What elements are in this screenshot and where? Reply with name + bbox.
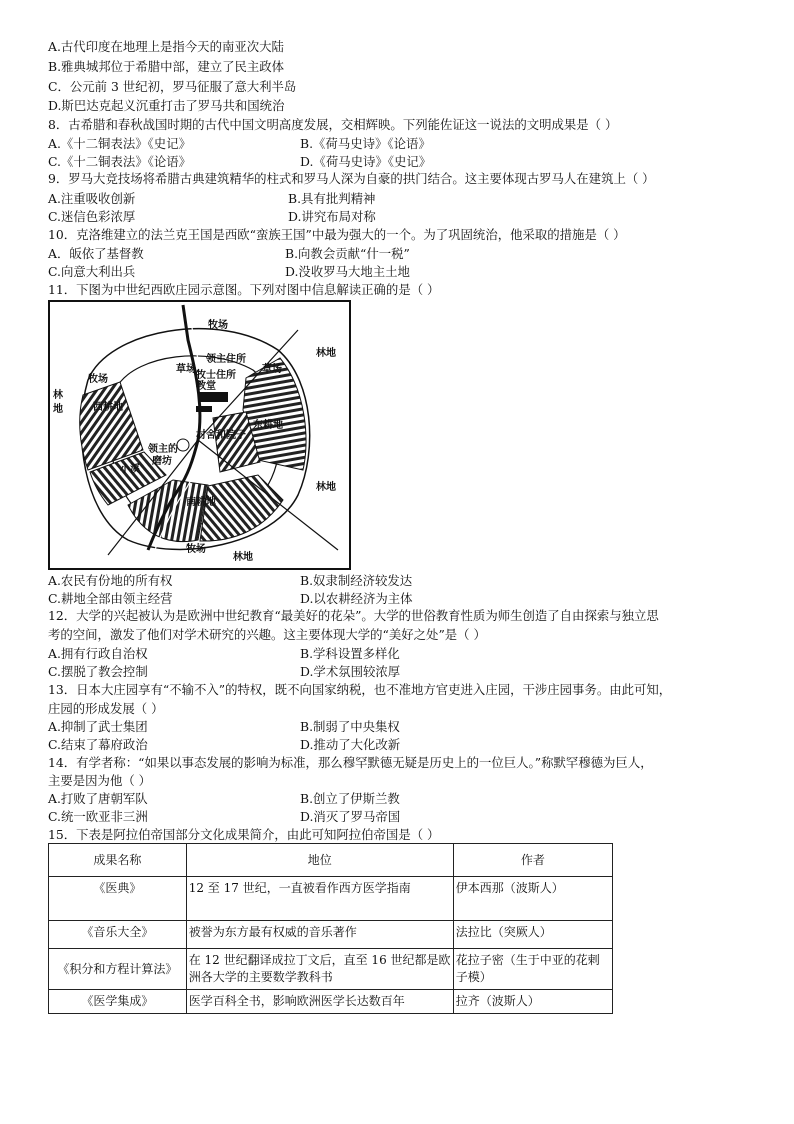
label-stream: 小溪: [120, 464, 140, 475]
table-cell: 被誉为东方最有权威的音乐著作: [186, 921, 453, 949]
table-cell: 拉齐（波斯人）: [453, 990, 612, 1014]
label-village: 村舍和院子: [196, 430, 246, 441]
church-block: [196, 406, 212, 412]
q14-option-c: C.统一欧亚非三洲: [48, 809, 148, 824]
q11-option-b: B.奴隶制经济较发达: [300, 573, 413, 588]
q8-option-d: D.《荷马史诗》《史记》: [300, 154, 432, 169]
label-meadow-left-group: [176, 362, 196, 375]
q13-option-b: B.制弱了中央集权: [300, 719, 400, 734]
label-forest-bottom: 林地: [233, 552, 253, 563]
q7-option-d: D.斯巴达克起义沉重打击了罗马共和国统治: [48, 98, 285, 113]
table-cell: 伊本西那（波斯人）: [453, 877, 612, 921]
q13-stem-line1: 13．日本大庄园享有“不输不入”的特权，既不向国家纳税，也不准地方官吏进入庄园，干涉庄园事务。由此可知，: [48, 682, 672, 697]
q11-stem: 11．下图为中世纪西欧庄园示意图。下列对图中信息解读正确的是（ ）: [48, 282, 440, 297]
q10-stem: 10．克洛维建立的法兰克王国是西欧“蛮族王国”中最为强大的一个。为了巩固统治，他采取的措施是（ ）: [48, 227, 626, 242]
label-east-field: 东耕地: [253, 420, 283, 431]
table-cell: 《医典》: [49, 877, 187, 921]
q8-option-a: A.《十二铜表法》《史记》: [48, 136, 191, 151]
table-cell: 医学百科全书，影响欧洲医学长达数百年: [186, 990, 453, 1014]
q7-option-b: B.雅典城邦位于希腊中部，建立了民主政体: [48, 59, 285, 74]
table-row: [49, 990, 613, 1014]
q13-option-d: D.推动了大化改新: [300, 737, 401, 752]
label-west-field: 西耕地: [93, 402, 123, 413]
q12-option-a: A.拥有行政自治权: [48, 646, 148, 661]
q9-stem: 9．罗马大竞技场将希腊古典建筑精华的柱式和罗马人深为自豪的拱门结合。这主要体现古罗马人在建筑上（ ）: [48, 171, 655, 186]
table-cell: 12 至 17 世纪，一直被看作西方医学指南: [186, 877, 453, 921]
q12-option-c: C.摆脱了教会控制: [48, 664, 148, 679]
q13-option-c: C.结束了幕府政治: [48, 737, 148, 752]
table-cell: 《医学集成》: [49, 990, 187, 1014]
label-pasture-top: 牧场: [208, 320, 228, 331]
q12-stem-line2: 考的空间，激发了他们对学术研究的兴趣。这主要体现大学的“美好之处”是（ ）: [48, 627, 486, 642]
label-forest-bottom-right: 林地: [316, 482, 336, 493]
label-mill-2: 磨坊: [152, 456, 172, 467]
q12-option-d: D.学术氛围较浓厚: [300, 664, 401, 679]
table-cell: 《积分和方程计算法》: [49, 949, 187, 990]
table-header: 地位: [186, 844, 453, 877]
q10-option-d: D.没收罗马大地主土地: [285, 264, 410, 279]
label-forest-left-2: 地: [53, 404, 63, 415]
q9-option-b: B.具有批判精神: [288, 191, 376, 206]
q11-option-c: C.耕地全部由领主经营: [48, 591, 173, 606]
label-priest-house: 牧士住所: [196, 370, 236, 381]
label-mill-1: 领主的: [148, 444, 178, 455]
q11-option-d: D.以农耕经济为主体: [300, 591, 413, 606]
q10-option-c: C.向意大利出兵: [48, 264, 136, 279]
q12-stem-line1: 12．大学的兴起被认为是欧洲中世纪教育“最美好的花朵”。大学的世俗教育性质为师生创造了自由探索与独立思: [48, 608, 659, 623]
label-pasture-bottom: 牧场: [186, 544, 206, 555]
q9-option-a: A.注重吸收创新: [48, 191, 136, 206]
q14-option-d: D.消灭了罗马帝国: [300, 809, 401, 824]
table-header-row: [49, 844, 613, 877]
table-cell: 法拉比（突厥人）: [453, 921, 612, 949]
q11-option-a: A.农民有份地的所有权: [48, 573, 173, 588]
table-row: [49, 949, 613, 990]
q14-stem-line2: 主要是因为他（ ）: [48, 773, 152, 788]
q15-stem: 15．下表是阿拉伯帝国部分文化成果简介，由此可知阿拉伯帝国是（ ）: [48, 827, 440, 842]
table-cell: 《音乐大全》: [49, 921, 187, 949]
label-lord-house: 领主住所: [206, 354, 246, 365]
label-pasture-left: 牧场: [88, 374, 108, 385]
table-row: [49, 877, 613, 921]
label-church: 教堂: [196, 381, 216, 392]
q14-stem-line1: 14．有学者称：“如果以事态发展的影响为标准，那么穆罕默德无疑是历史上的一位巨人。”称默罕穆德为巨人，: [48, 755, 653, 770]
table-header: 作者: [453, 844, 612, 877]
table-cell: 在 12 世纪翻译成拉丁文后，直至 16 世纪都是欧洲各大学的主要数学教科书: [186, 949, 453, 990]
lord-house-block: [198, 392, 228, 402]
q14-option-a: A.打败了唐朝军队: [48, 791, 148, 806]
q9-option-c: C.迷信色彩浓厚: [48, 209, 136, 224]
q10-option-b: B.向教会贡献“什一税”: [285, 246, 410, 261]
q8-stem: 8．古希腊和春秋战国时期的古代中国文明高度发展，交相辉映。下列能佐证这一说法的文明成果是（ ）: [48, 117, 618, 132]
label-forest-right: 林地: [316, 348, 336, 359]
q9-option-d: D.讲究布局对称: [288, 209, 376, 224]
q13-stem-line2: 庄园的形成发展（ ）: [48, 701, 164, 716]
table-row: [49, 921, 613, 949]
q7-option-a: A.古代印度在地理上是指今天的南亚次大陆: [48, 39, 284, 54]
label-forest-left-1: 林: [53, 390, 63, 401]
table-cell: 花拉子密（生于中亚的花剌子模）: [453, 949, 612, 990]
culture-table: [48, 843, 613, 1014]
q8-option-c: C.《十二铜表法》《论语》: [48, 154, 192, 169]
manor-map: [48, 300, 351, 570]
q14-option-b: B.创立了伊斯兰教: [300, 791, 400, 806]
label-meadow-left: 草场: [176, 364, 196, 375]
label-south-field: 南耕地: [186, 497, 216, 508]
table-header: 成果名称: [49, 844, 187, 877]
q7-option-c: C．公元前 3 世纪初，罗马征服了意大利半岛: [48, 79, 297, 94]
q13-option-a: A.抑制了武士集团: [48, 719, 148, 734]
q10-option-a: A．皈依了基督教: [48, 246, 144, 261]
q8-option-b: B.《荷马史诗》《论语》: [300, 136, 431, 151]
label-meadow-right: 草场: [262, 364, 282, 375]
q12-option-b: B.学科设置多样化: [300, 646, 400, 661]
